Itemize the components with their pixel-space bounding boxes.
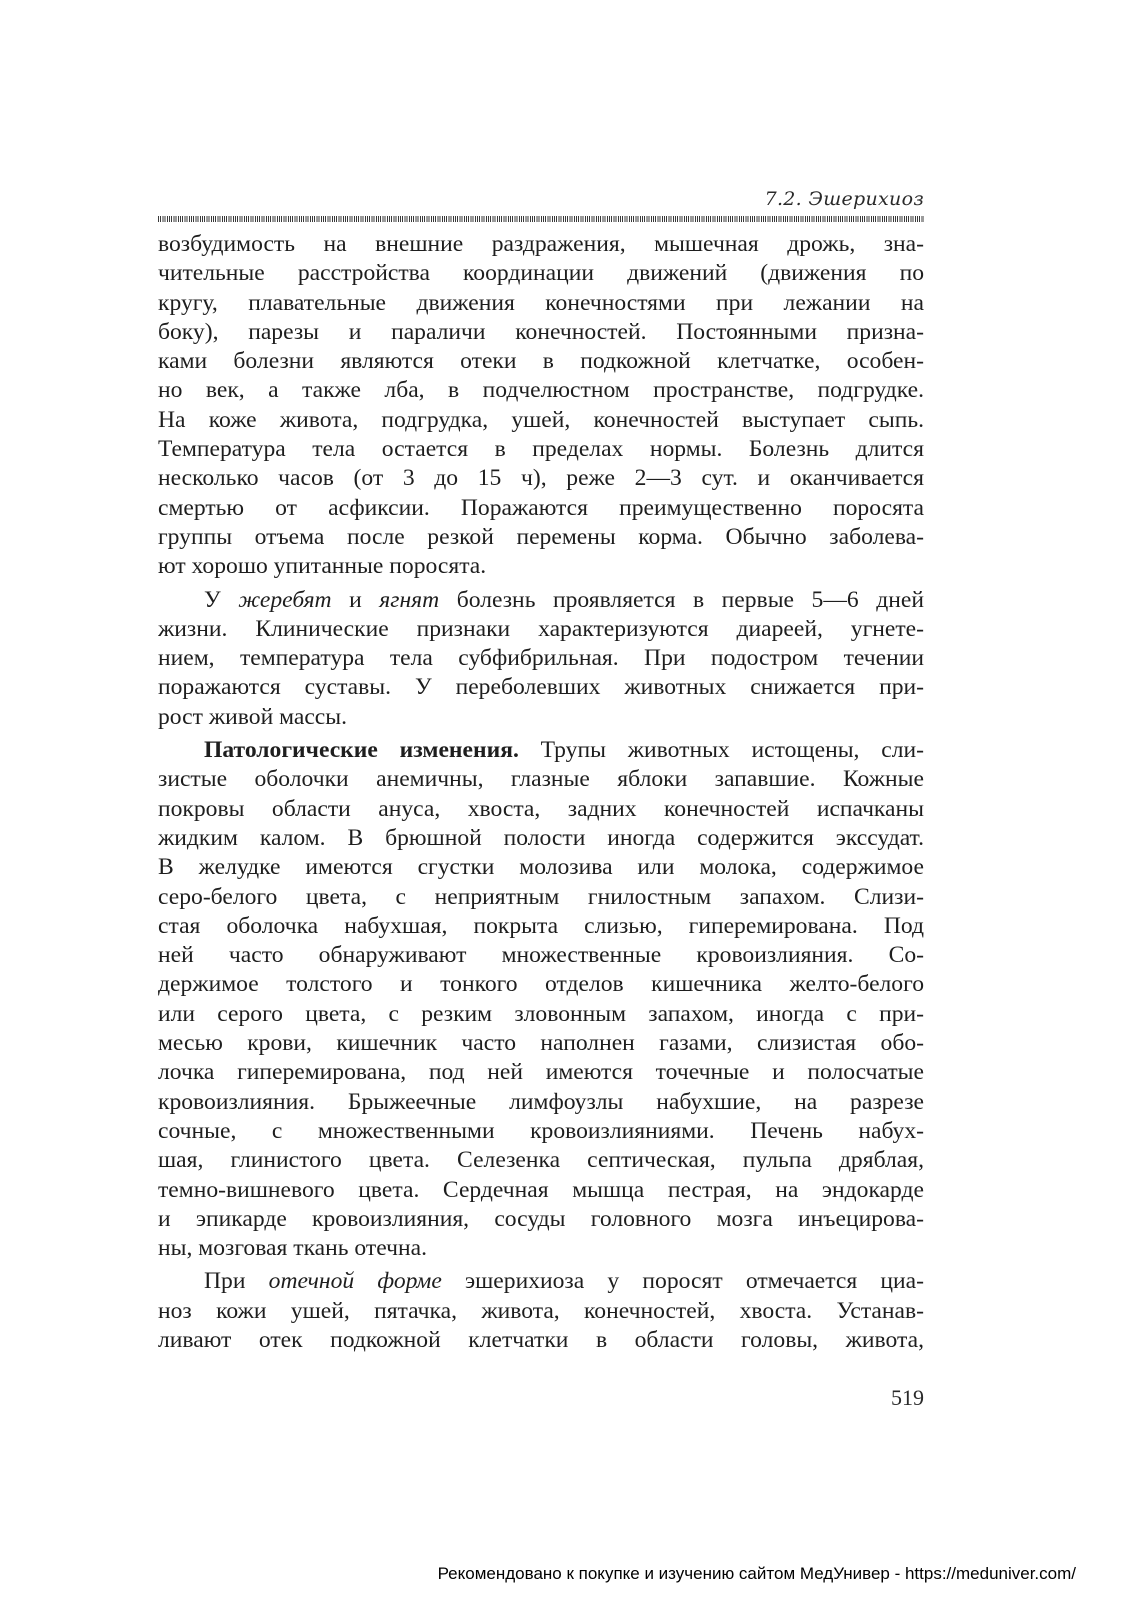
- paragraph-foals-lambs: [158, 586, 924, 732]
- text-line: сочные, с множественными кровоизлияниями. Печень набух-: [158, 1117, 924, 1144]
- text-fragment: эшерихиоза у поросят отмечается циа-: [441, 1268, 924, 1295]
- paragraph-edema-form: [158, 1267, 924, 1355]
- text-line: зистые оболочки анемичны, глазные яблоки запавшие. Кожные: [158, 766, 924, 793]
- text-line: кругу, плавательные движения конечностями при лежании на: [158, 289, 924, 316]
- text-line: поражаются суставы. У переболевших животных снижается при-: [158, 674, 924, 701]
- text-line: месью крови, кишечник часто наполнен газами, слизистая обо-: [158, 1030, 924, 1057]
- text-line: ливают отек подкожной клетчатки в области головы, живота,: [158, 1326, 924, 1353]
- text-line: несколько часов (от 3 до 15 ч), реже 2—3 сут. и оканчивается: [158, 465, 924, 492]
- text-line: В желудке имеются сгустки молозива или молока, содержимое: [158, 854, 924, 881]
- text-line: ноз кожи ушей, пятачка, живота, конечностей, хвоста. Устанав-: [158, 1297, 924, 1324]
- text-fragment: Трупы животных истощены, сли-: [518, 737, 924, 764]
- text-line: жизни. Клинические признаки характеризуются диареей, угнете-: [158, 615, 924, 642]
- text-line: возбудимость на внешние раздражения, мышечная дрожь, зна-: [158, 231, 924, 257]
- text-line: ками болезни являются отеки в подкожной клетчатке, особен-: [158, 348, 924, 375]
- text-line: смертью от асфиксии. Поражаются преимущественно поросята: [158, 494, 924, 521]
- text-line: но век, а также лба, в подчелюстном пространстве, подгрудке.: [158, 377, 924, 404]
- footer-recommendation: Рекомендовано к покупке и изучению сайтом МедУнивер - https://meduniver.com/: [437, 1564, 1076, 1583]
- text-line: покровы области ануса, хвоста, задних конечностей испачканы: [158, 795, 924, 822]
- text-line: и эпикарде кровоизлияния, сосуды головного мозга инъецирова-: [158, 1205, 924, 1232]
- text-line: лочка гиперемирована, под ней имеются точечные и полосчатые: [158, 1059, 924, 1086]
- text-line: группы отъема после резкой перемены корма. Обычно заболева-: [158, 523, 924, 550]
- text-line: нием, температура тела субфибрильная. При подостром течении: [158, 645, 924, 672]
- text-line: или серого цвета, с резким зловонным запахом, иногда с при-: [158, 1000, 924, 1027]
- section-heading: Патологические изменения.: [204, 737, 519, 764]
- paragraph-symptoms-piglets: [158, 230, 924, 582]
- paragraph-pathology: [158, 736, 924, 1263]
- text-line: рост живой массы.: [158, 703, 348, 730]
- text-fragment: болезнь проявляется в первые 5—6 дней: [439, 586, 924, 613]
- text-line: держимое толстого и тонкого отделов кишечника желто-белого: [158, 971, 924, 998]
- text-fragment: и: [331, 586, 380, 613]
- text-line: жидким калом. В брюшной полости иногда содержится экссудат.: [158, 824, 924, 851]
- text-line: шая, глинистого цвета. Селезенка септическая, пульпа дряблая,: [158, 1147, 924, 1174]
- text-line: ют хорошо упитанные поросята.: [158, 553, 487, 580]
- text-line: ней часто обнаруживают множественные кровоизлияния. Со-: [158, 942, 924, 969]
- page-number: 519: [891, 1385, 924, 1410]
- emphasis-lambs: ягнят: [379, 586, 440, 613]
- text-line: ны, мозговая ткань отечна.: [158, 1235, 427, 1262]
- emphasis-edema-form: отечной форме: [268, 1268, 442, 1295]
- text-line-first: [158, 1267, 924, 1296]
- body-text: [158, 230, 924, 1359]
- text-line: Температура тела остается в пределах нормы. Болезнь длится: [158, 436, 924, 463]
- text-fragment: При: [204, 1268, 269, 1295]
- text-line: кровоизлияния. Брыжеечные лимфоузлы набухшие, на разрезе: [158, 1088, 924, 1115]
- text-fragment: У: [204, 586, 239, 613]
- text-line: стая оболочка набухшая, покрыта слизью, гиперемирована. Под: [158, 912, 924, 939]
- text-line: серо-белого цвета, с неприятным гнилостным запахом. Слизи-: [158, 883, 924, 910]
- text-line: чительные расстройства координации движений (движения по: [158, 260, 924, 287]
- text-line: боку), парезы и параличи конечностей. Постоянными призна-: [158, 318, 924, 345]
- running-head: 7.2. Эшерихиоз: [764, 188, 924, 210]
- text-line-first: [158, 586, 924, 615]
- text-line: темно-вишневого цвета. Сердечная мышца пестрая, на эндокарде: [158, 1176, 924, 1203]
- emphasis-foals: жеребят: [238, 586, 332, 613]
- header-rule: [158, 216, 924, 222]
- text-line-first: [158, 736, 924, 765]
- text-line: На коже живота, подгрудка, ушей, конечностей выступает сыпь.: [158, 406, 924, 433]
